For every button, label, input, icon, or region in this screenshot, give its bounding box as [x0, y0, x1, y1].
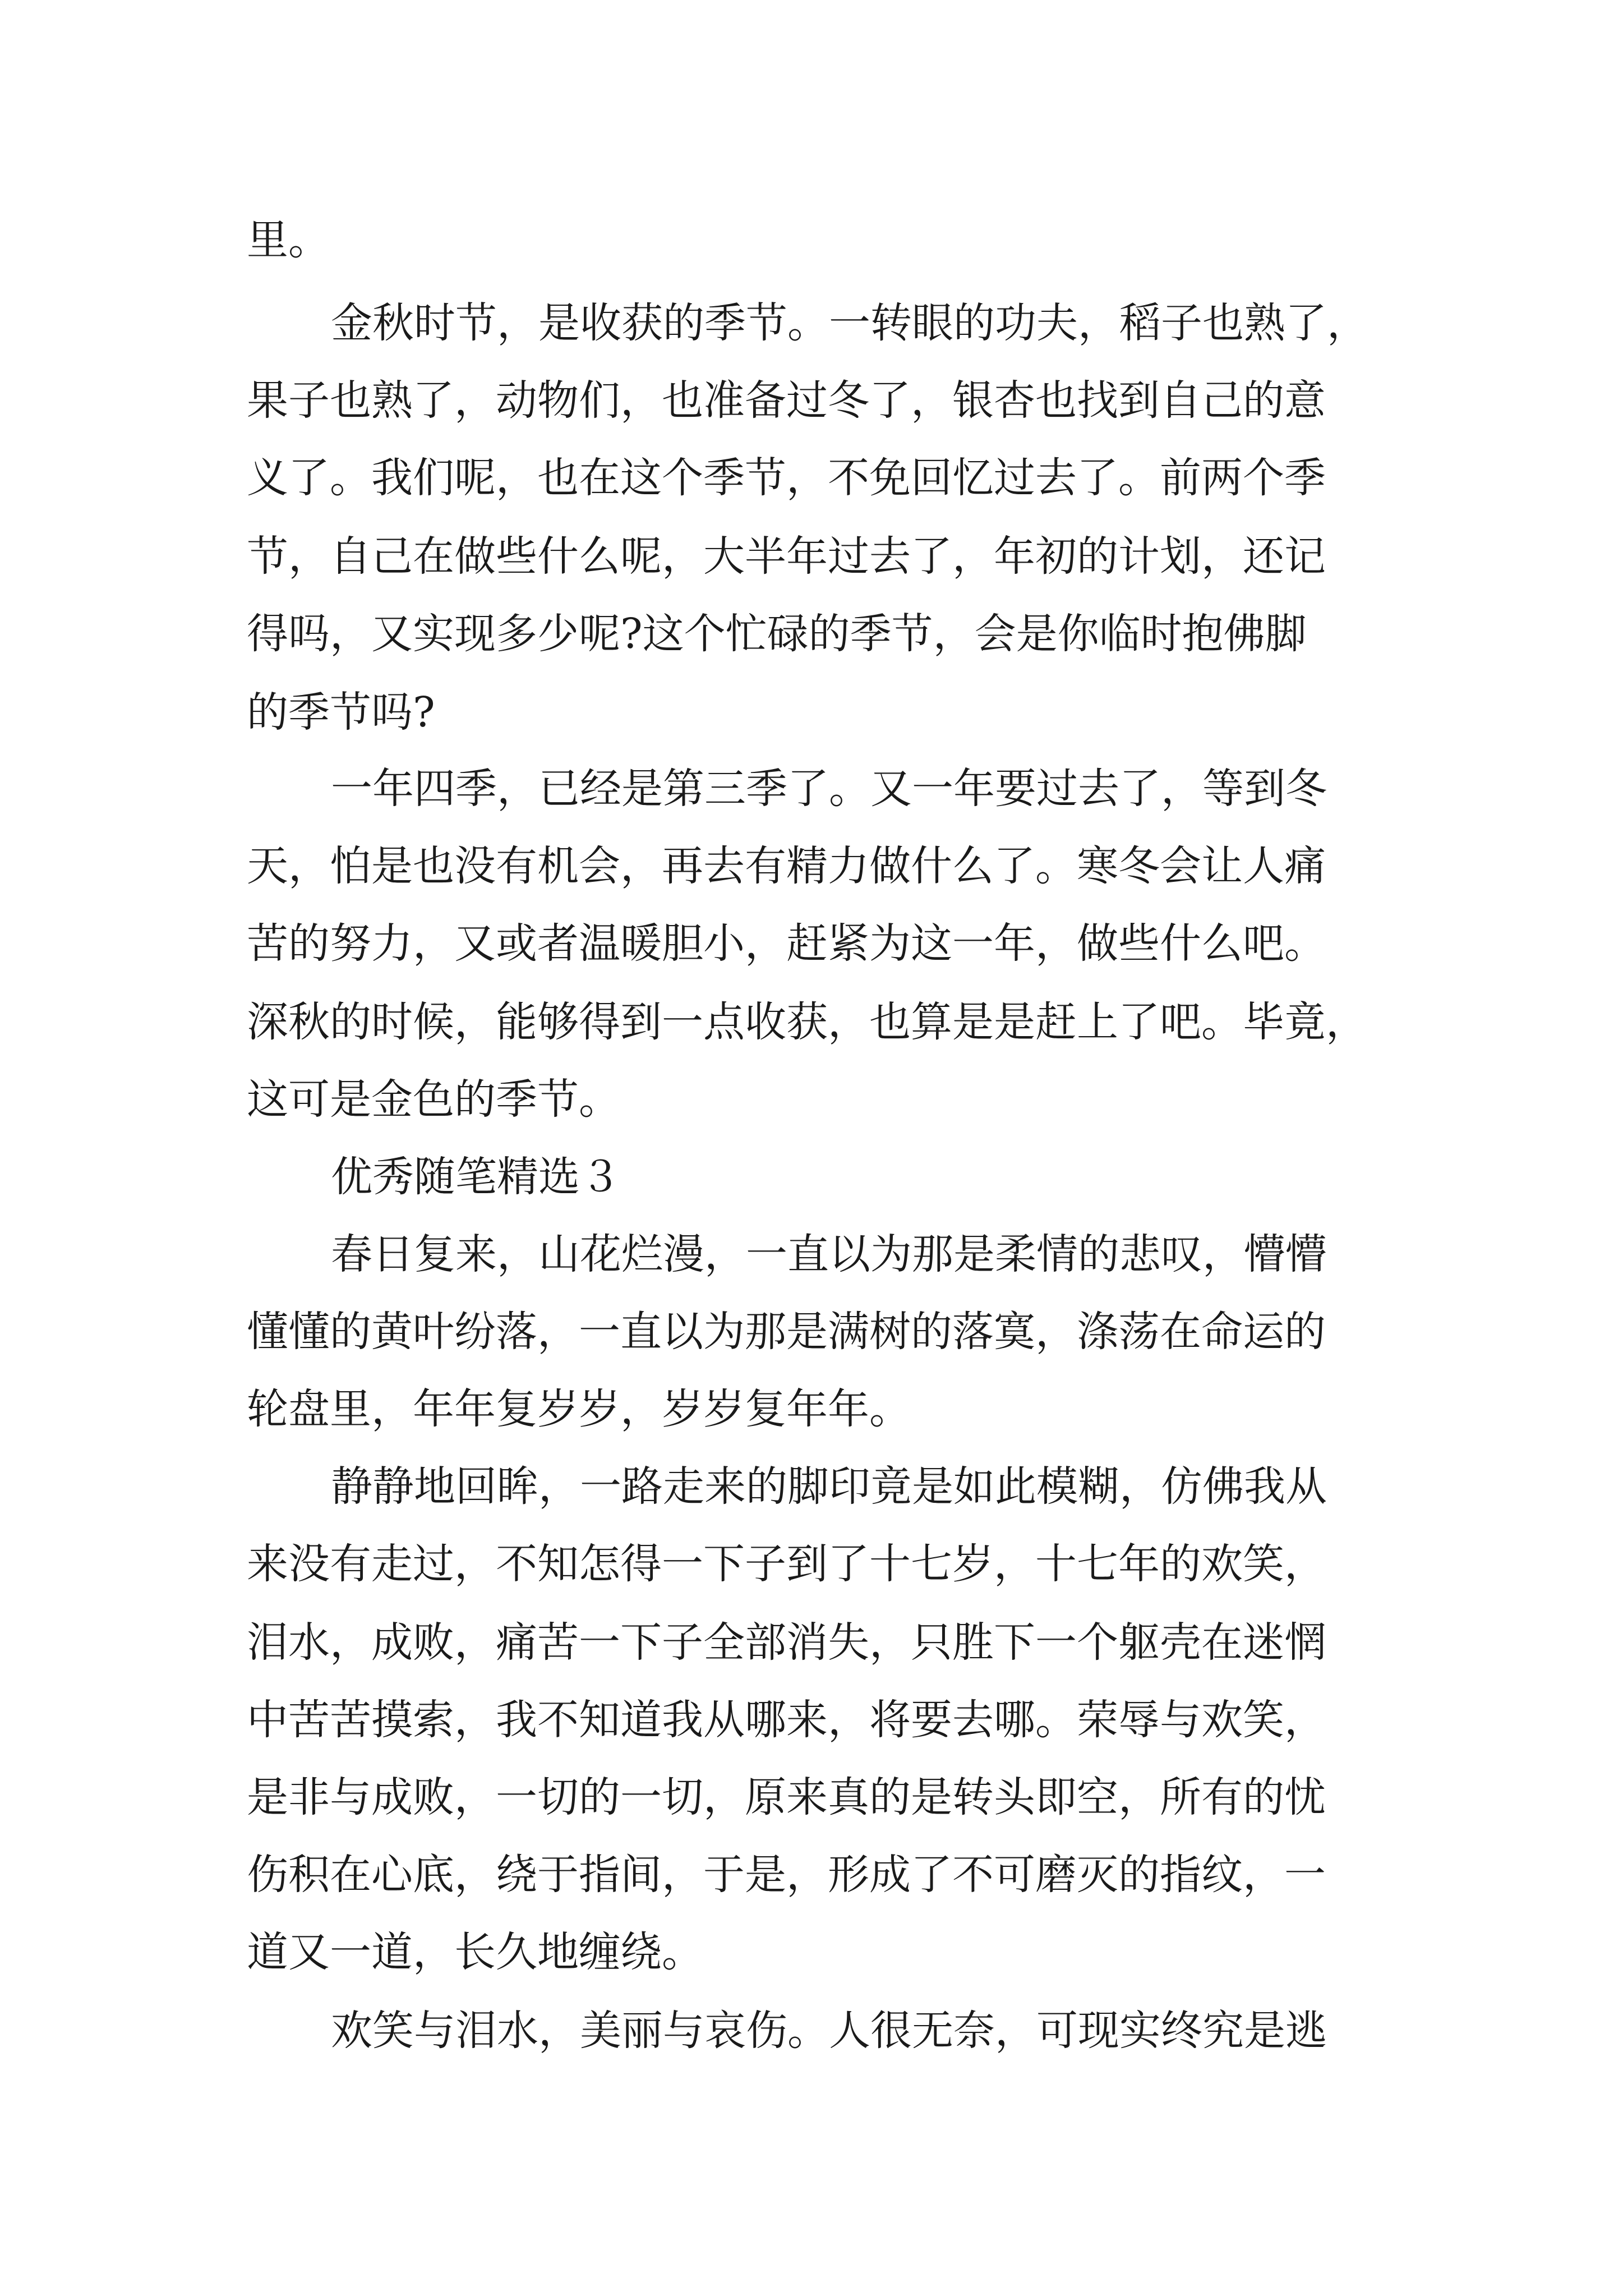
- text-line: 一年四季，已经是第三季了。又一年要过去了，等到冬: [331, 765, 1327, 813]
- text-line: 春日复来，山花烂漫，一直以为那是柔情的悲叹，懵懵: [331, 1230, 1327, 1278]
- text-line: 金秋时节，是收获的季节。一转眼的功夫，稻子也熟了，: [331, 299, 1368, 347]
- text-line: 泪水，成败，痛苦一下子全部消失，只胜下一个躯壳在迷惘: [247, 1618, 1326, 1667]
- text-line: 来没有走过，不知怎得一下子到了十七岁，十七年的欢笑，: [247, 1540, 1326, 1588]
- text-line: 这可是金色的季节。: [247, 1075, 620, 1124]
- text-line: 静静地回眸，一路走来的脚印竟是如此模糊，仿佛我从: [331, 1462, 1327, 1511]
- text-line: 节，自己在做些什么呢，大半年过去了，年初的计划，还记: [247, 532, 1326, 581]
- text-line: 中苦苦摸索，我不知道我从哪来，将要去哪。荣辱与欢笑，: [247, 1696, 1326, 1744]
- text-line: 伤积在心底，绕于指间，于是，形成了不可磨灭的指纹，一: [247, 1851, 1326, 1899]
- text-line: 义了。我们呢，也在这个季节，不免回忆过去了。前两个季: [247, 454, 1326, 502]
- text-line: 欢笑与泪水，美丽与哀伤。人很无奈，可现实终究是逃: [331, 2007, 1327, 2055]
- text-line: 懂懂的黄叶纷落，一直以为那是满树的落寞，涤荡在命运的: [247, 1308, 1326, 1356]
- text-line: 里。: [247, 216, 330, 264]
- text-line: 得吗，又实现多少呢?这个忙碌的季节，会是你临时抱佛脚: [247, 610, 1307, 658]
- text-line: 深秋的时候，能够得到一点收获，也算是是赶上了吧。毕竟，: [247, 998, 1367, 1046]
- text-line: 果子也熟了，动物们，也准备过冬了，银杏也找到自己的意: [247, 376, 1326, 425]
- text-line: 苦的努力，又或者温暖胆小，赶紧为这一年，做些什么吧。: [247, 919, 1326, 968]
- text-line: 天，怕是也没有机会，再去有精力做什么了。寒冬会让人痛: [247, 842, 1326, 890]
- section-heading: 优秀随笔精选３: [331, 1153, 621, 1201]
- text-line: 是非与成败，一切的一切，原来真的是转头即空，所有的忧: [247, 1773, 1326, 1821]
- text-line: 道又一道，长久地缠绕。: [247, 1928, 703, 1976]
- text-line: 轮盘里，年年复岁岁，岁岁复年年。: [247, 1385, 911, 1433]
- text-line: 的季节吗?: [247, 688, 435, 737]
